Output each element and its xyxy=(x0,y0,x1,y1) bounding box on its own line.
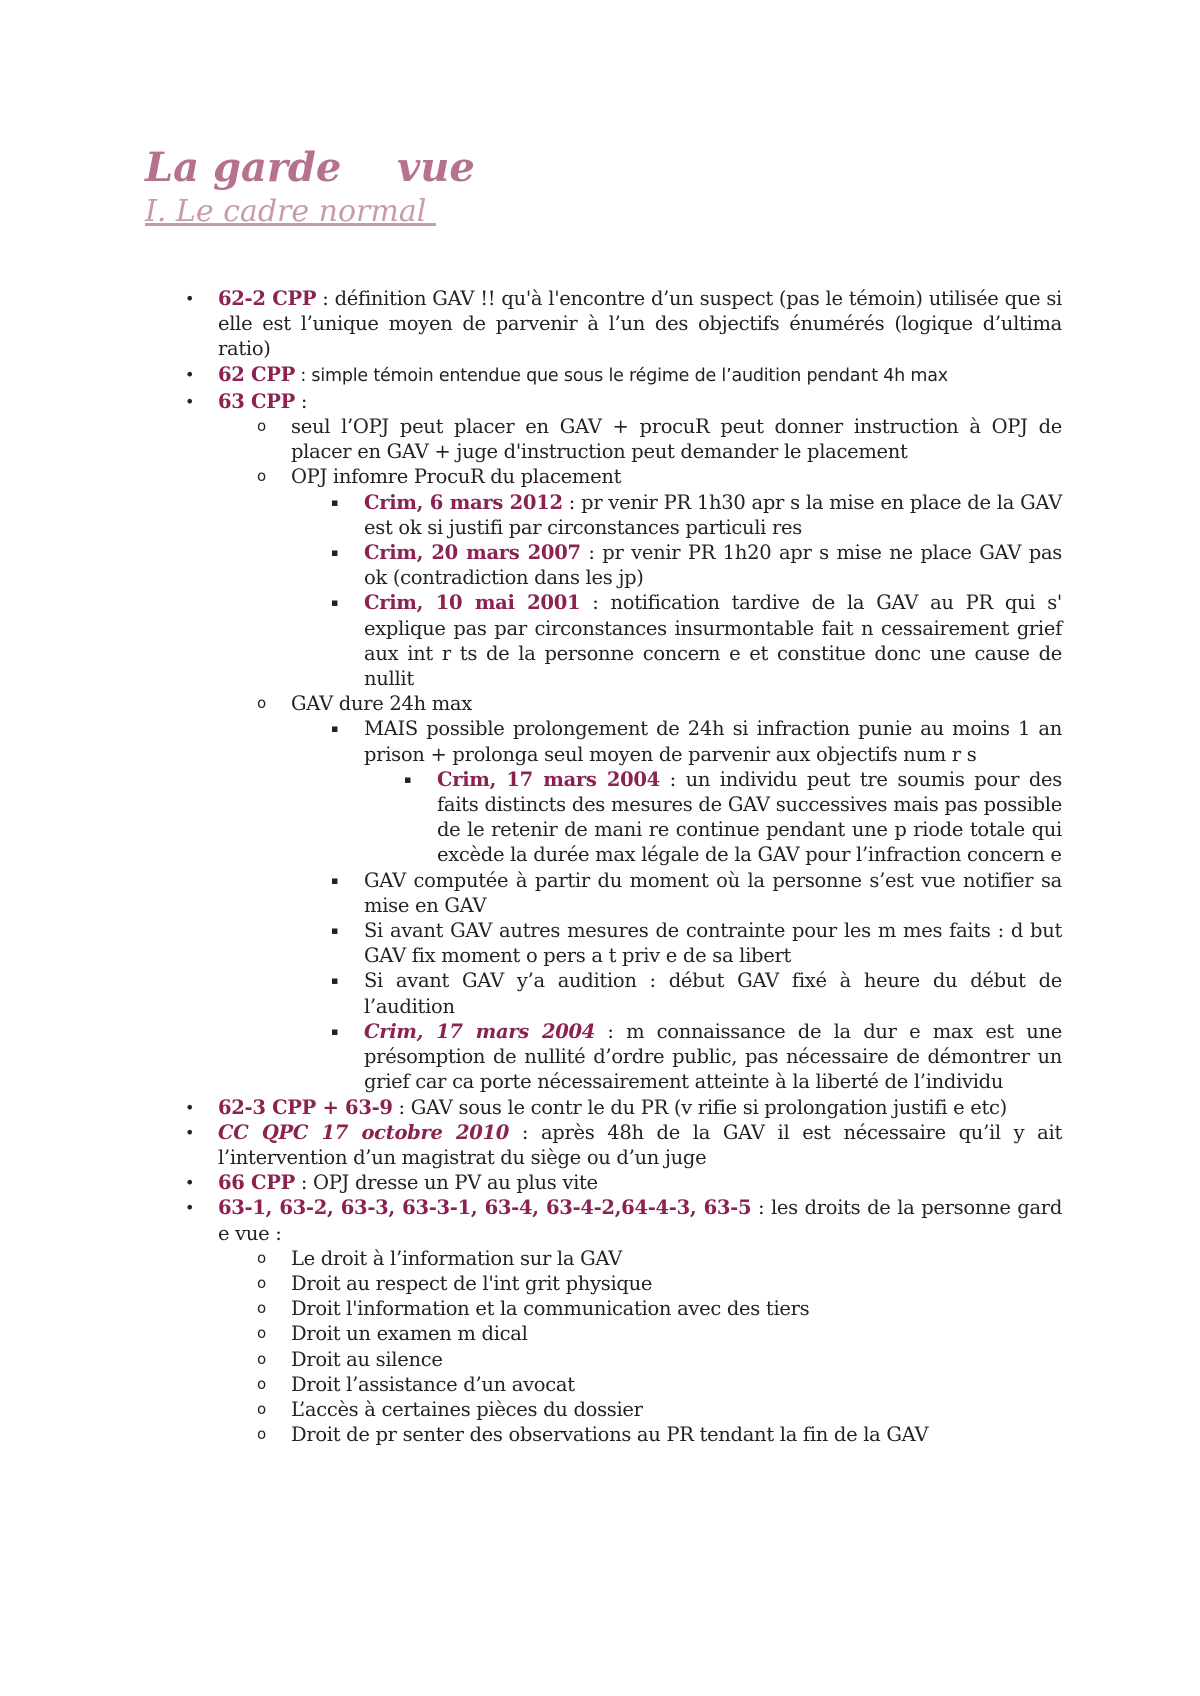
bullet-marker: ▪ xyxy=(331,1024,339,1038)
bullet-marker: • xyxy=(185,364,195,384)
item-text: : xyxy=(294,389,308,413)
bullet-list-level-3 xyxy=(291,716,1062,1094)
bullet-list-level-2 xyxy=(218,1246,1062,1448)
bullet-marker: o xyxy=(257,1374,266,1393)
list-item xyxy=(257,414,1062,464)
bullet-marker: o xyxy=(257,1399,266,1418)
page-title: La garde vue xyxy=(145,144,475,191)
list-item xyxy=(185,1095,1062,1120)
item-text: : les droits de la personne gard e vue : xyxy=(218,1196,1063,1245)
bullet-marker: • xyxy=(185,391,195,411)
list-item xyxy=(331,968,1062,1018)
item-text: : pr venir PR 1h30 apr s la mise en place de la GAV est ok si justifi par circonstances particuli res xyxy=(364,490,1062,539)
legal-reference: 62 CPP xyxy=(218,362,295,386)
bullet-marker: • xyxy=(185,289,195,308)
list-item xyxy=(331,490,1062,540)
list-item xyxy=(257,691,1062,1094)
bullet-list-level-3 xyxy=(291,490,1062,692)
bullet-marker: o xyxy=(257,417,266,436)
bullet-marker: ▪ xyxy=(331,924,339,938)
list-item xyxy=(331,918,1062,968)
list-item xyxy=(185,1170,1062,1195)
list-item xyxy=(257,1372,1062,1397)
item-text: GAV dure 24h max xyxy=(291,692,472,716)
bullet-marker: o xyxy=(257,694,266,713)
legal-reference: Crim, 20 mars 2007 xyxy=(364,541,581,565)
list-item xyxy=(185,362,1062,389)
legal-reference: Crim, 17 mars 2004 xyxy=(437,767,660,791)
legal-reference: CC QPC 17 octobre 2010 xyxy=(218,1120,510,1144)
item-text: Droit l'information et la communication avec des tiers xyxy=(291,1297,810,1321)
item-text: : après 48h de la GAV il est nécessaire qu’il y ait l’intervention d’un magistrat du siège ou d’un juge xyxy=(218,1120,1062,1169)
legal-reference: Crim, 17 mars 2004 xyxy=(364,1019,596,1043)
bullet-marker: ▪ xyxy=(331,722,339,736)
item-text: : simple témoin entendue que sous le régime de l’audition pendant 4h max xyxy=(294,365,948,386)
bullet-marker: o xyxy=(257,1425,266,1444)
item-text: Droit un examen m dical xyxy=(291,1322,528,1346)
item-text: Droit au respect de l'int grit physique xyxy=(291,1271,653,1295)
legal-reference: 62-2 CPP xyxy=(218,287,317,310)
item-text: Si avant GAV autres mesures de contrainte pour les m mes faits : d but GAV fix moment o pers a t priv e de sa libert xyxy=(364,919,1062,968)
item-text: Si avant GAV y’a audition : début GAV fixé à heure du début de l’audition xyxy=(364,969,1062,1018)
list-item xyxy=(404,767,1062,868)
list-item xyxy=(257,1422,1062,1447)
bullet-marker: o xyxy=(257,1349,266,1368)
item-text: seul l’OPJ peut placer en GAV + procuR peut donner instruction à OPJ de placer en GAV + juge d'instruction peut demander le placement xyxy=(291,415,1062,464)
list-item xyxy=(331,1019,1062,1095)
list-item xyxy=(331,716,1062,867)
list-item xyxy=(257,1321,1062,1346)
bullet-list-level-4 xyxy=(364,767,1062,868)
item-text: L’accès à certaines pièces du dossier xyxy=(291,1397,643,1421)
item-text: Droit l’assistance d’un avocat xyxy=(291,1372,575,1396)
legal-reference: 63-1, 63-2, 63-3, 63-3-1, 63-4, 63-4-2,64-4-3, 63-5 xyxy=(218,1196,752,1220)
bullet-list-level-2 xyxy=(218,414,1062,1094)
legal-reference: 63 CPP xyxy=(218,389,295,413)
item-text: : m connaissance de la dur e max est une présomption de nullité d’ordre public, pas nécessaire de démontrer un grief car ca porte nécessairement atteinte à la liberté de l’individu xyxy=(364,1019,1062,1094)
list-item xyxy=(257,1347,1062,1372)
item-text: MAIS possible prolongement de 24h si infraction punie au moins 1 an prison + prolonga seul moyen de parvenir aux objectifs num r s xyxy=(364,717,1062,766)
bullet-marker: o xyxy=(257,1299,266,1318)
bullet-marker: ▪ xyxy=(331,495,339,509)
list-item xyxy=(185,286,1062,362)
item-text: : OPJ dresse un PV au plus vite xyxy=(294,1171,598,1195)
bullet-marker: ▪ xyxy=(331,873,339,887)
bullet-list-level-1 xyxy=(0,286,1200,1447)
bullet-marker: o xyxy=(257,1273,266,1292)
bullet-marker: • xyxy=(185,1122,195,1142)
bullet-marker: ▪ xyxy=(331,974,339,988)
bullet-marker: • xyxy=(185,1097,195,1117)
list-item xyxy=(257,464,1062,691)
item-text: OPJ infomre ProcuR du placement xyxy=(291,465,622,489)
item-text: Droit de pr senter des observations au PR tendant la fin de la GAV xyxy=(291,1423,929,1447)
bullet-marker: • xyxy=(185,1173,195,1193)
legal-reference: Crim, 10 mai 2001 xyxy=(364,591,581,615)
bullet-marker: o xyxy=(257,1248,266,1267)
bullet-marker: o xyxy=(257,467,266,486)
list-item xyxy=(257,1397,1062,1422)
legal-reference: Crim, 6 mars 2012 xyxy=(364,490,563,514)
bullet-marker: o xyxy=(257,1324,266,1343)
bullet-marker: ▪ xyxy=(404,772,412,786)
bullet-marker: ▪ xyxy=(331,596,339,610)
list-item xyxy=(257,1271,1062,1296)
bullet-marker: • xyxy=(185,1198,195,1218)
list-item xyxy=(257,1246,1062,1271)
list-item xyxy=(331,540,1062,590)
item-text: : notification tardive de la GAV au PR qui s' explique pas par circonstances insurmontable fait n cessairement grief aux int r ts de la personne concern e et constitue donc une cause de nullit xyxy=(364,591,1062,691)
bullet-marker: ▪ xyxy=(331,546,339,560)
item-text: GAV computée à partir du moment où la personne s’est vue notifier sa mise en GAV xyxy=(364,868,1062,917)
legal-reference: 66 CPP xyxy=(218,1171,295,1195)
item-text: Droit au silence xyxy=(291,1347,443,1371)
item-text: : définition GAV !! qu'à l'encontre d’un suspect (pas le témoin) utilisée que si elle est l’unique moyen de parvenir à l’un des objectifs énumérés (logique d’ultima ratio) xyxy=(218,287,1062,361)
list-item xyxy=(257,1296,1062,1321)
legal-reference: 62-3 CPP + 63-9 xyxy=(218,1095,393,1119)
list-item xyxy=(185,389,1062,1095)
item-text: : pr venir PR 1h20 apr s mise ne place GAV pas ok (contradiction dans les jp) xyxy=(364,541,1062,590)
item-text: Le droit à l’information sur la GAV xyxy=(291,1246,622,1270)
list-item xyxy=(185,1195,1063,1447)
document-body xyxy=(0,286,1200,1447)
list-item xyxy=(185,1120,1062,1170)
list-item xyxy=(331,868,1062,918)
item-text: : un individu peut tre soumis pour des faits distincts des mesures de GAV successives mais pas possible de le retenir de mani re continue pendant une p riode totale qui excède la durée max légale de la GAV pour l’infraction concern e xyxy=(437,767,1062,867)
section-heading: I. Le cadre normal xyxy=(145,194,436,229)
item-text: : GAV sous le contr le du PR (v rifie si prolongation justifi e etc) xyxy=(392,1095,1007,1119)
list-item xyxy=(331,590,1062,691)
